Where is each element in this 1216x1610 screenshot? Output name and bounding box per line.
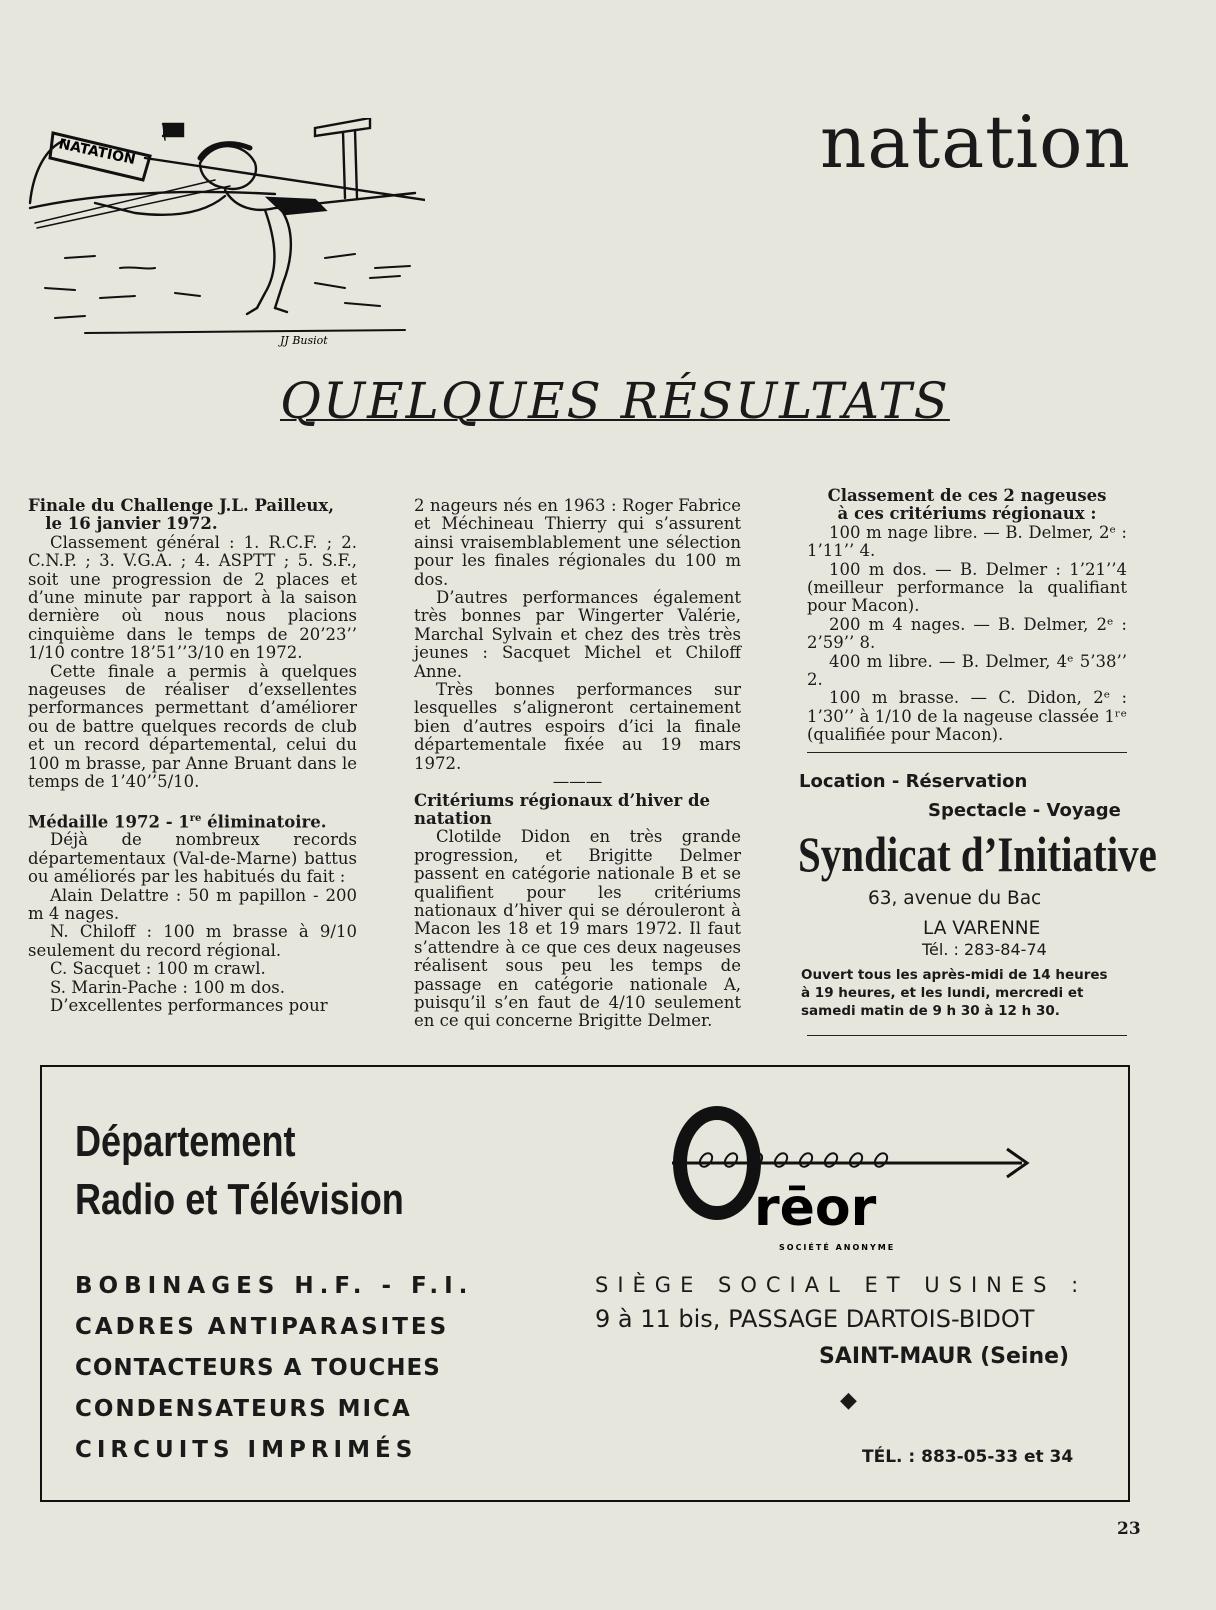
result-line: 400 m libre. — B. Delmer, 4ᵉ 5’38’’ 2. bbox=[807, 651, 1127, 690]
result-line: 200 m 4 nages. — B. Delmer, 2ᵉ : 2’59’’ 8. bbox=[807, 614, 1127, 653]
swimmer-illustration bbox=[25, 118, 425, 350]
oreor-logo bbox=[672, 1105, 1042, 1255]
si-hours: Ouvert tous les après-midi de 14 heures à 19 heures, et les lundi, mercredi et samedi matin de 9 h 30 à 12 h 30. bbox=[801, 967, 1108, 1019]
paragraph: D’excellentes performances pour bbox=[50, 996, 328, 1016]
paragraph: D’autres performances également très bonnes par Wingerter Valérie, Marchal Sylvain et chez des très très jeunes : Sacquet Michel et Chiloff Anne. bbox=[414, 588, 741, 681]
heading-medaille: Médaille 1972 - 1re éliminatoire. bbox=[28, 812, 327, 831]
si-tel: Tél. : 283-84-74 bbox=[922, 940, 1047, 959]
separator: ——— bbox=[552, 772, 603, 792]
article-column-1 bbox=[28, 497, 357, 1015]
result-line: 100 m nage libre. — B. Delmer, 2ᵉ : 1’11’’ 4. bbox=[807, 522, 1127, 561]
product-list bbox=[75, 1266, 473, 1471]
section-title: natation bbox=[820, 100, 1131, 184]
paragraph: Classement général : 1. R.C.F. ; 2. C.N.P. ; 3. V.G.A. ; 4. ASPTT ; 5. S.F., soit une progression de 2 places et d’une minute par rapport à la saison dernière où nous nous placions cinquième dans le temps de 20’23’’ 1/10 contre 18’51’’3/10 en 1972. bbox=[28, 532, 357, 663]
si-line-2: Spectacle - Voyage bbox=[928, 800, 1121, 821]
sign-text: NATATION bbox=[57, 136, 137, 169]
brand-name: rēor bbox=[754, 1178, 877, 1238]
product-item: CADRES ANTIPARASITES bbox=[75, 1314, 450, 1340]
si-name: Syndicat d’Initiative bbox=[798, 826, 1157, 882]
heading-criteriums: Critériums régionaux d’hiver de natation bbox=[414, 790, 711, 828]
brand-subtitle: SOCIÉTÉ ANONYME bbox=[779, 1243, 896, 1252]
divider bbox=[807, 1035, 1127, 1036]
heading-classement: Classement de ces 2 nageuses à ces critériums régionaux : bbox=[827, 486, 1107, 524]
artist-signature: JJ Busiot bbox=[280, 334, 328, 347]
result-line: 100 m brasse. — C. Didon, 2ᵉ : 1’30’’ à 1/10 de la nageuse classée 1ʳᵉ (qualifiée pour Macon). bbox=[807, 688, 1127, 745]
paragraph: N. Chiloff : 100 m brasse à 9/10 seulement du record régional. bbox=[28, 922, 357, 960]
paragraph: Alain Delattre : 50 m papillon - 200 m 4 nages. bbox=[28, 885, 357, 924]
siege-label: SIÈGE SOCIAL ET USINES : bbox=[595, 1273, 1088, 1297]
paragraph: S. Marin-Pache : 100 m dos. bbox=[50, 977, 286, 997]
article-column-2 bbox=[414, 497, 741, 1031]
page-number: 23 bbox=[1117, 1519, 1141, 1539]
paragraph: Clotilde Didon en très grande progression, et Brigitte Delmer passent en catégorie nationale B et se qualifient pour les critériums nationaux d’hiver qui se dérouleront à Macon les 18 et 19 mars 1972. Il faut s’attendre à ce que ces deux nageuses réalisent sous peu les temps de passage en catégorie nationale A, puisqu’il s’en faut de 4/10 seulement en ce qui concerne Brigitte Delmer. bbox=[414, 827, 741, 1031]
paragraph: C. Sacquet : 100 m crawl. bbox=[50, 959, 266, 979]
product-item: CONTACTEURS A TOUCHES bbox=[75, 1355, 441, 1381]
paragraph: Très bonnes performances sur lesquelles s’aligneront certainement bien d’autres espoirs d’ici la finale départementale fixée au 19 mars 1972. bbox=[414, 680, 741, 773]
si-address: 63, avenue du Bac bbox=[868, 888, 1042, 909]
product-item: CIRCUITS IMPRIMÉS bbox=[75, 1437, 418, 1463]
address-line-2: SAINT-MAUR (Seine) bbox=[819, 1344, 1070, 1369]
diamond-ornament: ◆ bbox=[840, 1388, 857, 1413]
paragraph: Déjà de nombreux records départementaux (Val-de-Marne) battus ou améliorés par les habitués du fait : bbox=[28, 830, 357, 887]
article-column-3 bbox=[807, 487, 1127, 745]
product-item: BOBINAGES H.F. - F.I. bbox=[75, 1273, 474, 1299]
oreor-telephone: TÉL. : 883-05-33 et 34 bbox=[862, 1447, 1074, 1467]
address-line-1: 9 à 11 bis, PASSAGE DARTOIS-BIDOT bbox=[595, 1305, 1035, 1333]
divider bbox=[807, 752, 1127, 753]
department-title: Département Radio et Télévision bbox=[75, 1117, 404, 1224]
heading-challenge: Finale du Challenge J.L. Pailleux, le 16 janvier 1972. bbox=[28, 496, 334, 534]
si-city: LA VARENNE bbox=[923, 918, 1041, 939]
paragraph: 2 nageurs nés en 1963 : Roger Fabrice et Méchineau Thierry qui s’assurent ainsi vraisemblablement une sélection pour les finales régionales du 100 m dos. bbox=[414, 496, 741, 589]
headline: QUELQUES RÉSULTATS bbox=[280, 372, 950, 430]
product-item: CONDENSATEURS MICA bbox=[75, 1396, 412, 1422]
result-line: 100 m dos. — B. Delmer : 1’21’’4 (meilleur performance la qualifiant pour Macon). bbox=[807, 559, 1127, 616]
si-line-1: Location - Réservation bbox=[799, 771, 1028, 792]
paragraph: Cette finale a permis à quelques nageuses de réaliser d’exsellentes performances permettant d’améliorer ou de battre quelques records de club et un record départemental, celui du 100 m brasse, par Anne Bruant dans le temps de 1’40’’5/10. bbox=[28, 661, 357, 792]
